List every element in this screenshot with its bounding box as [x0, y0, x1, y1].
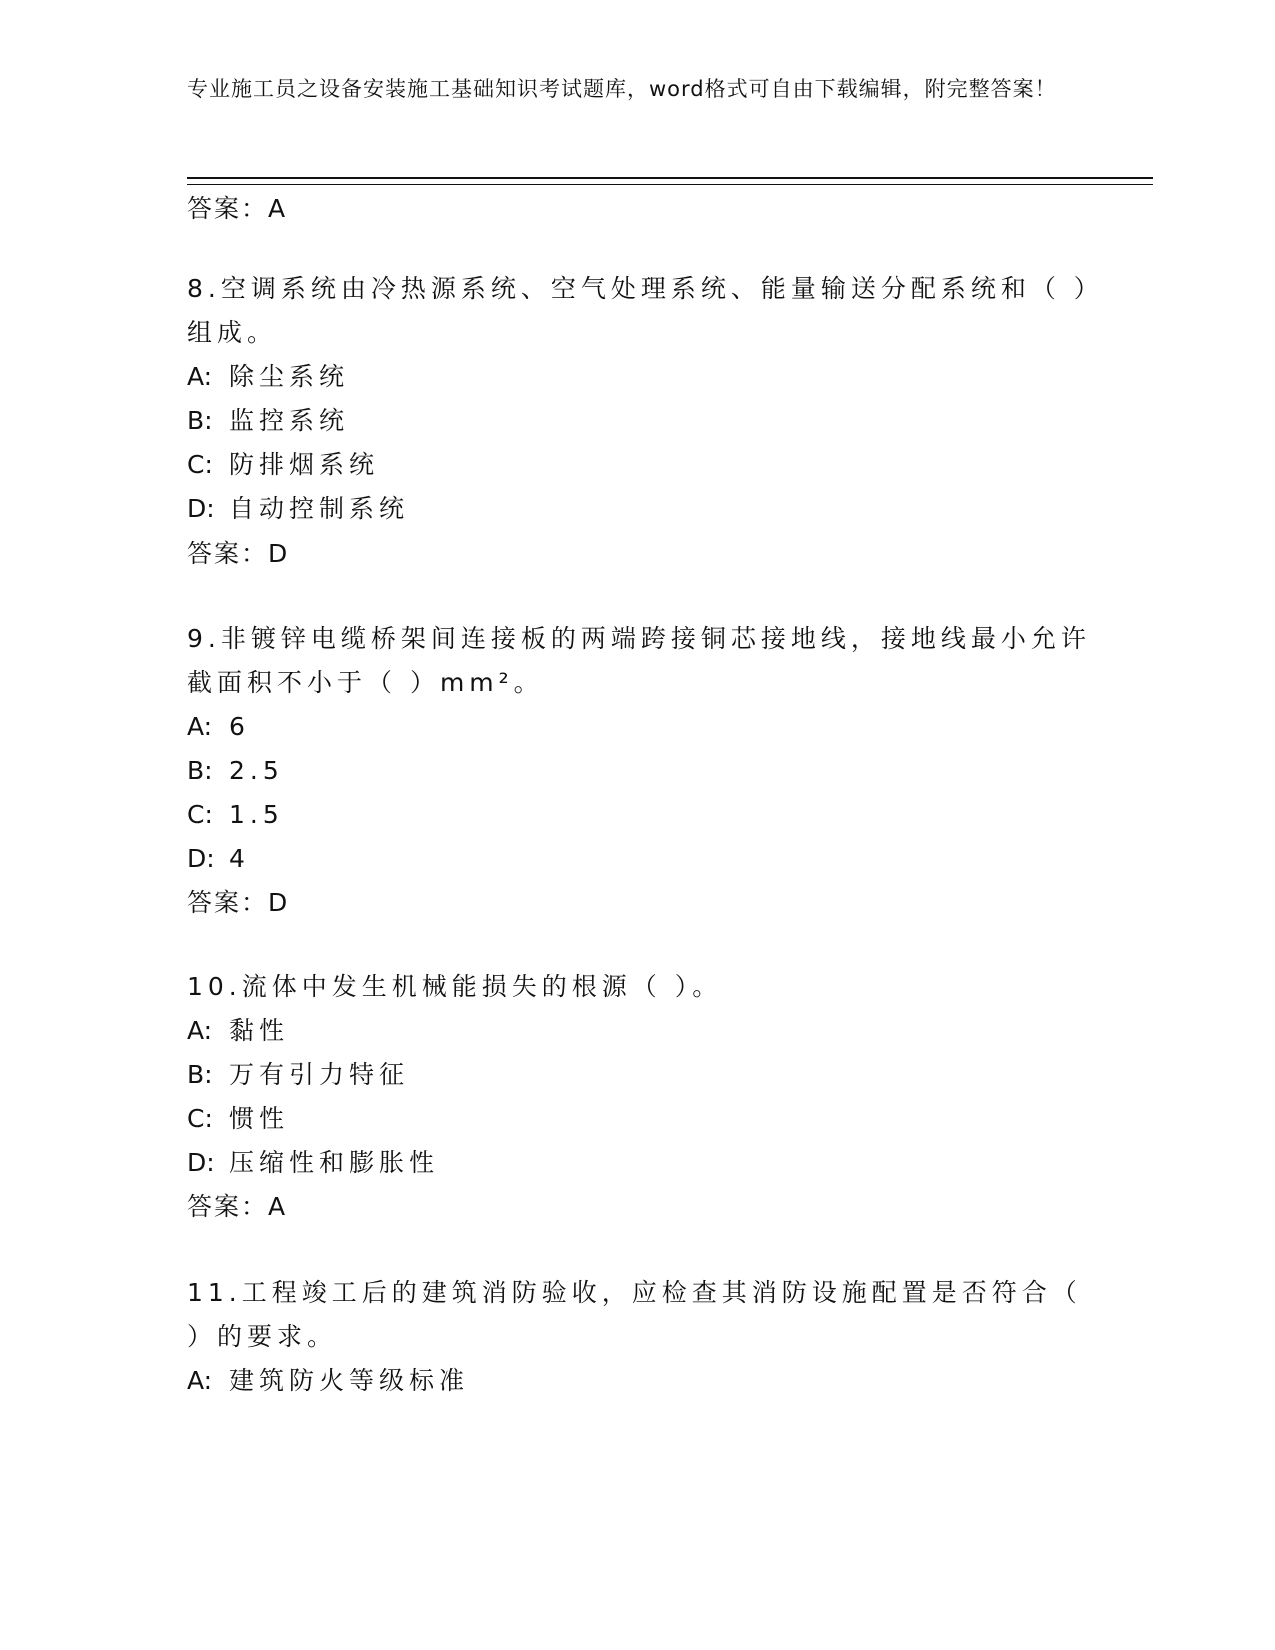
question-10-answer: 答案：A: [187, 1192, 288, 1221]
question-11-stem-line2: ）的要求。: [187, 1322, 338, 1351]
option-letter: B:: [187, 406, 213, 435]
question-11-option-a: [187, 1364, 469, 1398]
question-8-stem-line1: 8.空调系统由冷热源系统、空气处理系统、能量输送分配系统和（ ）: [187, 274, 1104, 303]
question-9-option-a: [187, 710, 250, 744]
option-text: 防排烟系统: [229, 450, 380, 479]
question-9-option-d: [187, 842, 250, 876]
option-letter: C:: [187, 450, 213, 479]
question-10-option-d: [187, 1146, 439, 1180]
option-letter: B:: [187, 756, 213, 785]
option-text: 万有引力特征: [229, 1060, 410, 1089]
option-text: 1.5: [229, 800, 284, 829]
question-11-stem-line1: 11.工程竣工后的建筑消防验收，应检查其消防设施配置是否符合（: [187, 1278, 1082, 1307]
header-divider-thick: [187, 177, 1153, 179]
question-10-stem: 10.流体中发生机械能损失的根源（ ）。: [187, 972, 723, 1001]
question-8-option-a: [187, 360, 349, 394]
option-letter: A:: [187, 712, 213, 741]
question-9-stem-line2: 截面积不小于（ ）mm²。: [187, 668, 544, 697]
question-8-option-b: [187, 404, 349, 438]
option-text: 压缩性和膨胀性: [229, 1148, 440, 1177]
option-text: 4: [229, 844, 250, 873]
option-letter: A:: [187, 1366, 213, 1395]
question-9-option-b: [187, 754, 284, 788]
question-9-stem-line1: 9.非镀锌电缆桥架间连接板的两端跨接铜芯接地线，接地线最小允许: [187, 624, 1091, 653]
option-letter: B:: [187, 1060, 213, 1089]
option-letter: D:: [187, 1148, 215, 1177]
question-10-option-c: [187, 1102, 289, 1136]
option-letter: D:: [187, 844, 215, 873]
question-9-answer: 答案：D: [187, 888, 290, 917]
option-text: 监控系统: [229, 406, 350, 435]
header-divider-thin: [187, 184, 1153, 185]
option-letter: A:: [187, 362, 213, 391]
option-letter: C:: [187, 1104, 213, 1133]
question-8-option-d: [187, 492, 409, 526]
option-text: 自动控制系统: [229, 494, 410, 523]
question-9-option-c: [187, 798, 284, 832]
question-10-option-a: [187, 1014, 289, 1048]
question-8-stem-line2: 组成。: [187, 318, 278, 347]
option-letter: C:: [187, 800, 213, 829]
option-text: 惯性: [229, 1104, 290, 1133]
option-text: 6: [229, 712, 250, 741]
question-8-option-c: [187, 448, 379, 482]
option-text: 建筑防火等级标准: [229, 1366, 470, 1395]
option-letter: D:: [187, 494, 215, 523]
document-header: 专业施工员之设备安装施工基础知识考试题库，word格式可自由下载编辑，附完整答案！: [187, 77, 1057, 101]
option-text: 除尘系统: [229, 362, 350, 391]
question-10-option-b: [187, 1058, 409, 1092]
answer-previous: 答案：A: [187, 194, 288, 223]
option-letter: A:: [187, 1016, 213, 1045]
question-8-answer: 答案：D: [187, 539, 290, 568]
option-text: 2.5: [229, 756, 284, 785]
option-text: 黏性: [229, 1016, 290, 1045]
